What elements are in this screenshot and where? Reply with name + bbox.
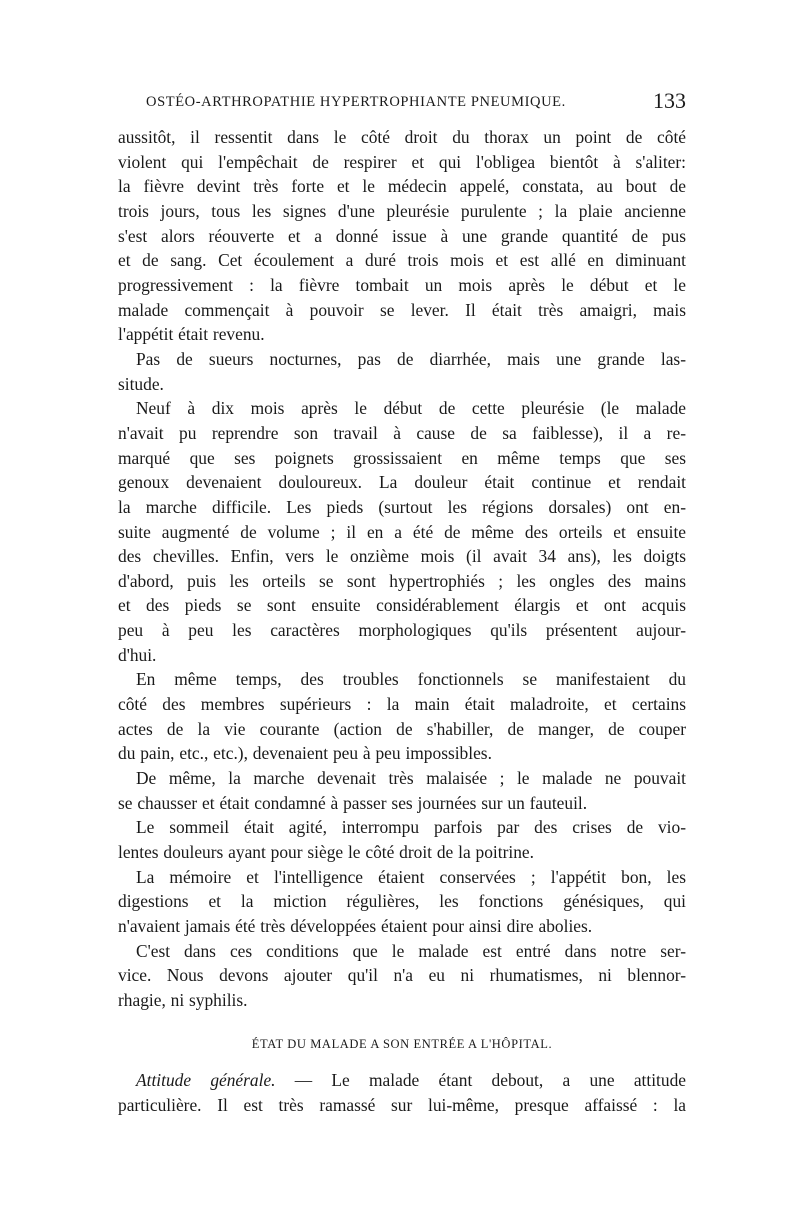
paragraph bbox=[118, 667, 686, 766]
paragraph-line: s'est alors réouverte et a donné issue à une grande quantité de pus bbox=[118, 225, 686, 246]
paragraph-line: Neuf à dix mois après le début de cette pleurésie (le malade bbox=[136, 398, 686, 419]
paragraph-line: côté des membres supérieurs : la main était maladroite, et certains bbox=[118, 694, 686, 715]
paragraph-line: vice. Nous devons ajouter qu'il n'a eu ni rhumatismes, ni blennor- bbox=[118, 965, 686, 986]
subsection-title: Attitude générale. bbox=[136, 1070, 276, 1090]
paragraph-line: aussitôt, il ressentit dans le côté droit du thorax un point de côté bbox=[118, 127, 686, 147]
paragraph-line: se chausser et était condamné à passer ses journées sur un fauteuil. bbox=[118, 792, 588, 813]
final-paragraph bbox=[118, 1068, 686, 1117]
paragraph bbox=[118, 815, 686, 864]
paragraph-line: digestions et la miction régulières, les fonctions génésiques, qui bbox=[118, 891, 686, 912]
paragraph bbox=[118, 939, 686, 1013]
paragraph bbox=[118, 347, 686, 396]
paragraph-line: trois jours, tous les signes d'une pleurésie purulente ; la plaie ancienne bbox=[118, 200, 686, 221]
paragraph bbox=[118, 766, 686, 815]
paragraph-line: la marche difficile. Les pieds (surtout les régions dorsales) ont en- bbox=[118, 496, 686, 517]
paragraph-line: rhagie, ni syphilis. bbox=[118, 989, 248, 1010]
section-heading: ÉTAT DU MALADE A SON ENTRÉE A L'HÔPITAL. bbox=[251, 1037, 553, 1051]
paragraph-line: des chevilles. Enfin, vers le onzième mois (il avait 34 ans), les doigts bbox=[118, 546, 686, 567]
paragraph bbox=[118, 865, 686, 939]
paragraph-line: progressivement : la fièvre tombait un mois après le début et le bbox=[118, 274, 686, 295]
paragraph-line: l'appétit était revenu. bbox=[118, 324, 265, 345]
paragraph-line: n'avait pu reprendre son travail à cause de sa faiblesse), il a re- bbox=[118, 422, 686, 443]
paragraph-line bbox=[118, 1068, 686, 1093]
paragraph-line: marqué que ses poignets grossissaient en même temps que ses bbox=[118, 447, 686, 468]
paragraph-line: C'est dans ces conditions que le malade est entré dans notre ser- bbox=[136, 940, 686, 961]
paragraph bbox=[118, 396, 686, 667]
paragraph-line: d'abord, puis les orteils se sont hypertrophiés ; les ongles des mains bbox=[118, 570, 686, 591]
running-head bbox=[118, 88, 686, 116]
paragraph-line: En même temps, des troubles fonctionnels se manifestaient du bbox=[136, 669, 686, 690]
paragraph-line: d'hui. bbox=[118, 644, 157, 665]
paragraph-line-text: — Le malade étant debout, a une attitude bbox=[275, 1070, 686, 1090]
paragraph-line: actes de la vie courante (action de s'habiller, de manger, de couper bbox=[118, 718, 686, 739]
paragraph-line: et de sang. Cet écoulement a duré trois mois et est allé en diminuant bbox=[118, 250, 686, 271]
paragraph-line: malade commençait à pouvoir se lever. Il était très amaigri, mais bbox=[118, 299, 686, 320]
paragraph-line: Le sommeil était agité, interrompu parfois par des crises de vio- bbox=[136, 817, 686, 838]
paragraph-line: peu à peu les caractères morphologiques qu'ils présentent aujour- bbox=[118, 620, 686, 641]
paragraph-line: Pas de sueurs nocturnes, pas de diarrhée, mais une grande las- bbox=[136, 348, 686, 369]
paragraph-line: la fièvre devint très forte et le médecin appelé, constata, au bout de bbox=[118, 176, 686, 197]
paragraph-line: La mémoire et l'intelligence étaient conservées ; l'appétit bon, les bbox=[136, 866, 686, 887]
paragraph-line: situde. bbox=[118, 373, 164, 394]
paragraph-line: particulière. Il est très ramassé sur lui-même, presque affaissé : la bbox=[118, 1094, 686, 1115]
page-number: 133 bbox=[653, 88, 686, 113]
paragraph-line: du pain, etc., etc.), devenaient peu à peu impossibles. bbox=[118, 743, 492, 764]
paragraph-line: genoux devenaient douloureux. La douleur était continue et rendait bbox=[118, 472, 686, 493]
paragraph-line: suite augmenté de volume ; il en a été de même des orteils et ensuite bbox=[118, 521, 686, 542]
paragraph-line: De même, la marche devenait très malaisée ; le malade ne pouvait bbox=[136, 768, 686, 789]
body-text bbox=[118, 125, 686, 1013]
paragraph-line: violent qui l'empêchait de respirer et qui l'obligea bientôt à s'aliter: bbox=[118, 151, 686, 172]
running-title: OSTÉO-ARTHROPATHIE HYPERTROPHIANTE PNEUMIQUE. bbox=[146, 94, 566, 110]
paragraph-line: n'avaient jamais été très développées étaient pour ainsi dire abolies. bbox=[118, 916, 593, 936]
paragraph bbox=[118, 125, 686, 347]
paragraph-line: lentes douleurs ayant pour siège le côté droit de la poitrine. bbox=[118, 842, 534, 863]
paragraph-line: et des pieds se sont ensuite considérablement élargis et ont acquis bbox=[118, 595, 686, 616]
